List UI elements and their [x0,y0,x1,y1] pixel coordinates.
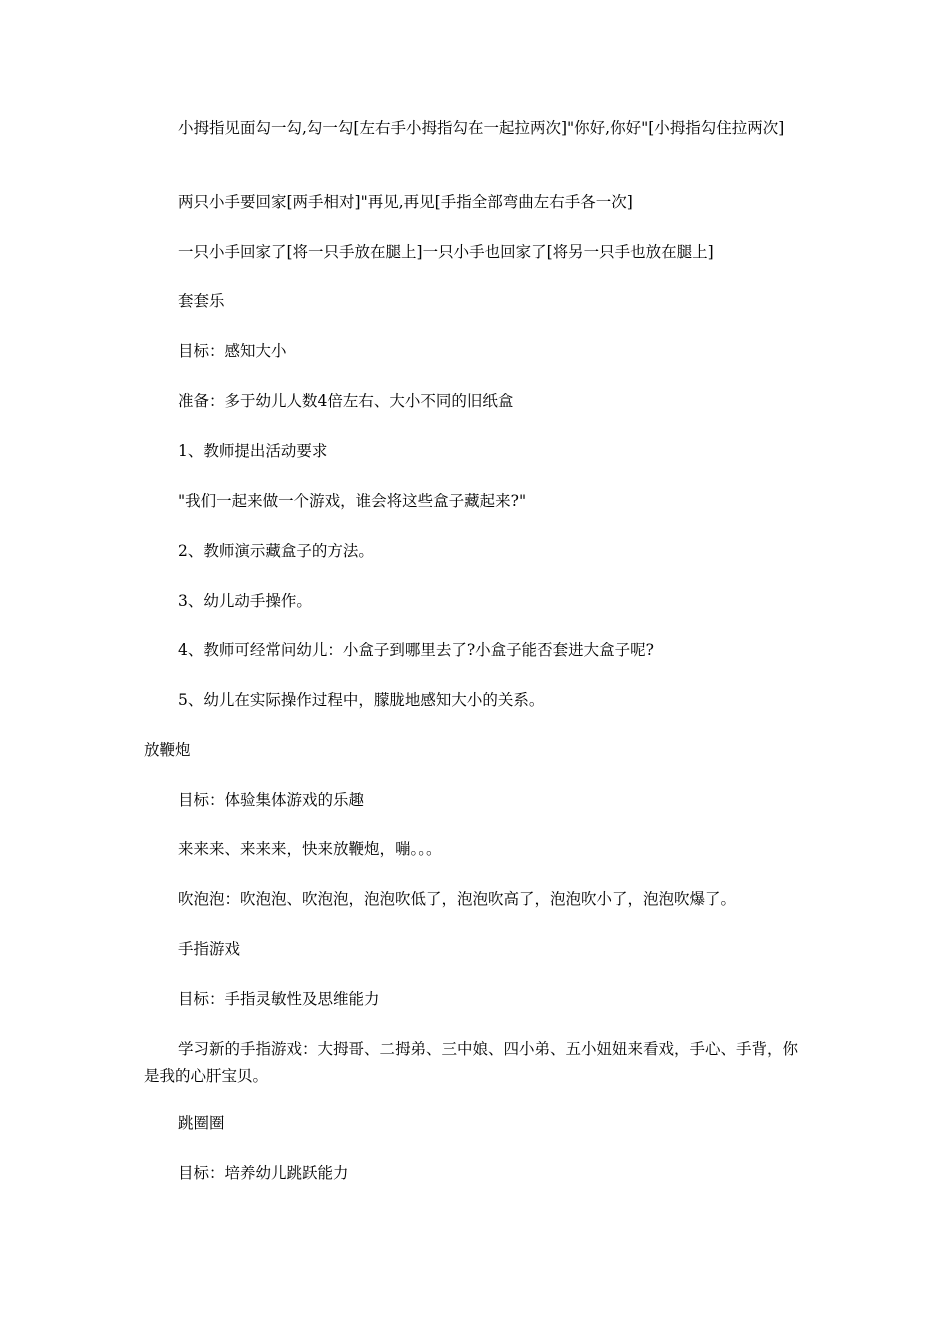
paragraph-step-1: 1、教师提出活动要求 [178,442,328,460]
paragraph-goal-size: 目标：感知大小 [178,342,287,360]
paragraph-goal-fun: 目标：体验集体游戏的乐趣 [178,791,365,809]
paragraph-goal-jump: 目标：培养幼儿跳跃能力 [178,1164,349,1182]
section-title-jump-circle: 跳圈圈 [178,1114,225,1132]
paragraph-step-3: 3、幼儿动手操作。 [178,592,312,610]
paragraph-preparation: 准备：多于幼儿人数4倍左右、大小不同的旧纸盒 [178,392,514,410]
section-title-taotaole: 套套乐 [178,292,225,310]
section-title-finger-game: 手指游戏 [178,940,241,958]
paragraph-quote: "我们一起来做一个游戏，谁会将这些盒子藏起来?" [178,492,527,510]
paragraph-hands-home: 两只小手要回家[两手相对]"再见,再见[手指全部弯曲左右手各一次] [178,193,633,211]
paragraph-firecracker-rhyme: 来来来、来来来，快来放鞭炮，嘣。。。 [178,840,442,858]
paragraph-one-hand-home: 一只小手回家了[将一只手放在腿上]一只小手也回家了[将另一只手也放在腿上] [178,243,714,261]
paragraph-step-2: 2、教师演示藏盒子的方法。 [178,542,374,560]
paragraph-step-5: 5、幼儿在实际操作过程中，朦胧地感知大小的关系。 [178,691,545,709]
paragraph-finger-rhyme: 学习新的手指游戏：大拇哥、二拇弟、三中娘、四小弟、五小妞妞来看戏，手心、手背，你是我的心肝宝贝。 [144,1040,799,1085]
paragraph-goal-finger: 目标：手指灵敏性及思维能力 [178,990,380,1008]
section-title-firecracker: 放鞭炮 [144,741,191,759]
paragraph-step-4: 4、教师可经常问幼儿：小盒子到哪里去了?小盒子能否套进大盒子呢? [178,641,654,659]
paragraph-bubbles: 吹泡泡：吹泡泡、吹泡泡，泡泡吹低了，泡泡吹高了，泡泡吹小了，泡泡吹爆了。 [178,890,737,908]
paragraph-finger-hook: 小拇指见面勾一勾,勾一勾[左右手小拇指勾在一起拉两次]"你好,你好"[小拇指勾住拉两次] [178,119,785,137]
